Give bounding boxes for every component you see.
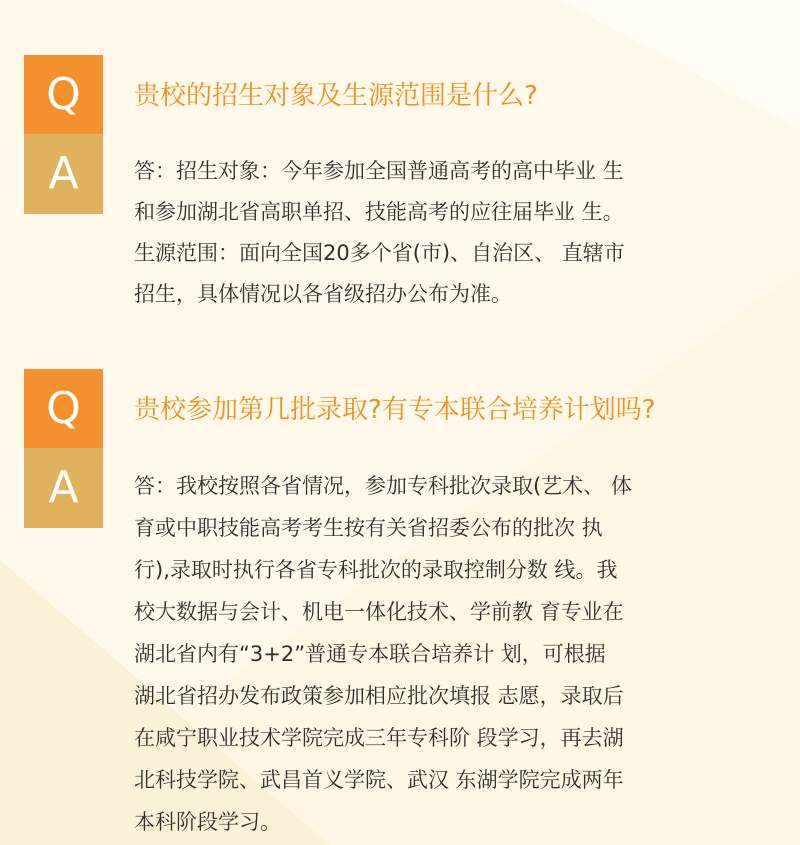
answer-line: 行),录取时执行各省专科批次的录取控制分数 线。我 xyxy=(134,558,618,582)
answer-line: 湖北省内有“3+2”普通专本联合培养计 划，可根据 xyxy=(134,642,606,666)
answer-line: 答：我校按照各省情况，参加专科批次录取(艺术、 体 xyxy=(134,474,632,498)
answer-line: 北科技学院、武昌首义学院、武汉 东湖学院完成两年 xyxy=(134,768,624,792)
q-badge: Q xyxy=(24,369,103,448)
question-title: 贵校参加第几批录取?有专本联合培养计划吗? xyxy=(134,395,656,425)
q-badge: Q xyxy=(24,55,103,134)
answer-line: 和参加湖北省高职单招、技能高考的应往届毕业 生。 xyxy=(134,200,624,224)
answer-text xyxy=(134,465,774,843)
answer-line: 生源范围：面向全国20多个省(市)、自治区、 直辖市 xyxy=(134,241,625,265)
answer-text xyxy=(134,151,774,315)
answer-line: 本科阶段学习。 xyxy=(134,810,281,834)
answer-line: 育或中职技能高考考生按有关省招委公布的批次 执 xyxy=(134,516,603,540)
answer-line: 招生，具体情况以各省级招办公布为准。 xyxy=(134,282,512,306)
a-badge: A xyxy=(24,448,103,528)
answer-line: 在咸宁职业技术学院完成三年专科阶 段学习，再去湖 xyxy=(134,726,624,750)
answer-line: 校大数据与会计、机电一体化技术、学前教 育专业在 xyxy=(134,600,624,624)
a-badge: A xyxy=(24,134,103,214)
answer-line: 答：招生对象：今年参加全国普通高考的高中毕业 生 xyxy=(134,159,624,183)
answer-line: 湖北省招办发布政策参加相应批次填报 志愿，录取后 xyxy=(134,684,624,708)
question-title: 贵校的招生对象及生源范围是什么? xyxy=(134,81,538,111)
